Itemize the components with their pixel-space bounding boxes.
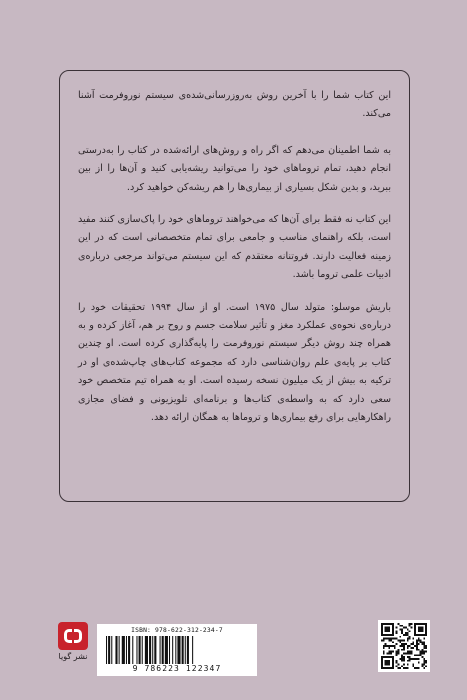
author-bio-paragraph: باریش موسلو: متولد سال ۱۹۷۵ است. او از سال ۱۹۹۴ تحقیقات خود را درباره‌ی نحوه‌ی عملکرد مغز و تأثیر سلامت جسم و روح بر هم، آغاز کرده و به همراه چند روش دیگر سیستم نوروفرمت را پایه‌گذاری کرده است. او چندین کتاب بر پایه‌ی علم روان‌شناسی دارد که مجموعه کتاب‌های چاپ‌شده‌ی او در ترکیه به بیش از یک میلیون نسخه رسیده است. او به همراه تیم متخصص خود سعی دارد که به واسطه‌ی کتاب‌ها و برنامه‌ای تلویزیونی و فضای مجازی راهکارهایی برای رفع بیماری‌ها و تروماها به همگان ارائه دهد.	[78, 301, 392, 424]
text-frame	[59, 70, 410, 502]
publisher-logo	[57, 622, 89, 662]
isbn-barcode	[97, 624, 257, 676]
barcode-bars	[104, 636, 250, 664]
audience-paragraph: این کتاب نه فقط برای آن‌ها که می‌خواهند تروماهای خود را پاک‌سازی کنند مفید است، بلکه راهنمای مناسب و جامعی برای تمام متخصصانی است که در این زمینه فعالیت دارند. فروتنانه معتقدم که این سیستم می‌تواند مرجعی درباره‌ی ادبیات علمی تروما باشد.	[78, 214, 391, 281]
isbn-label: ISBN: 978-622-312-234-7	[131, 627, 223, 634]
publisher-logo-icon	[58, 622, 88, 650]
qr-code-icon	[378, 620, 430, 672]
intro-paragraph: این کتاب شما را با آخرین روش به‌روزرسانی‌شده‌ی سیستم نوروفرمت آشنا می‌کند.	[78, 90, 391, 120]
promise-paragraph: به شما اطمینان می‌دهم که اگر راه و روش‌های ارائه‌شده در کتاب را به‌درستی انجام دهید، تمام تروماهای خود را می‌توانید ریشه‌یابی کنید و آن‌ها را از بین ببرید، و بدین شکل بسیاری از بیماری‌ها را هم ریشه‌کن خواهید کرد.	[78, 144, 391, 193]
publisher-name: نشر گویا	[58, 652, 88, 661]
qr-code-graphic	[381, 623, 427, 669]
barcode-digits: 9 786223 122347	[132, 664, 222, 673]
